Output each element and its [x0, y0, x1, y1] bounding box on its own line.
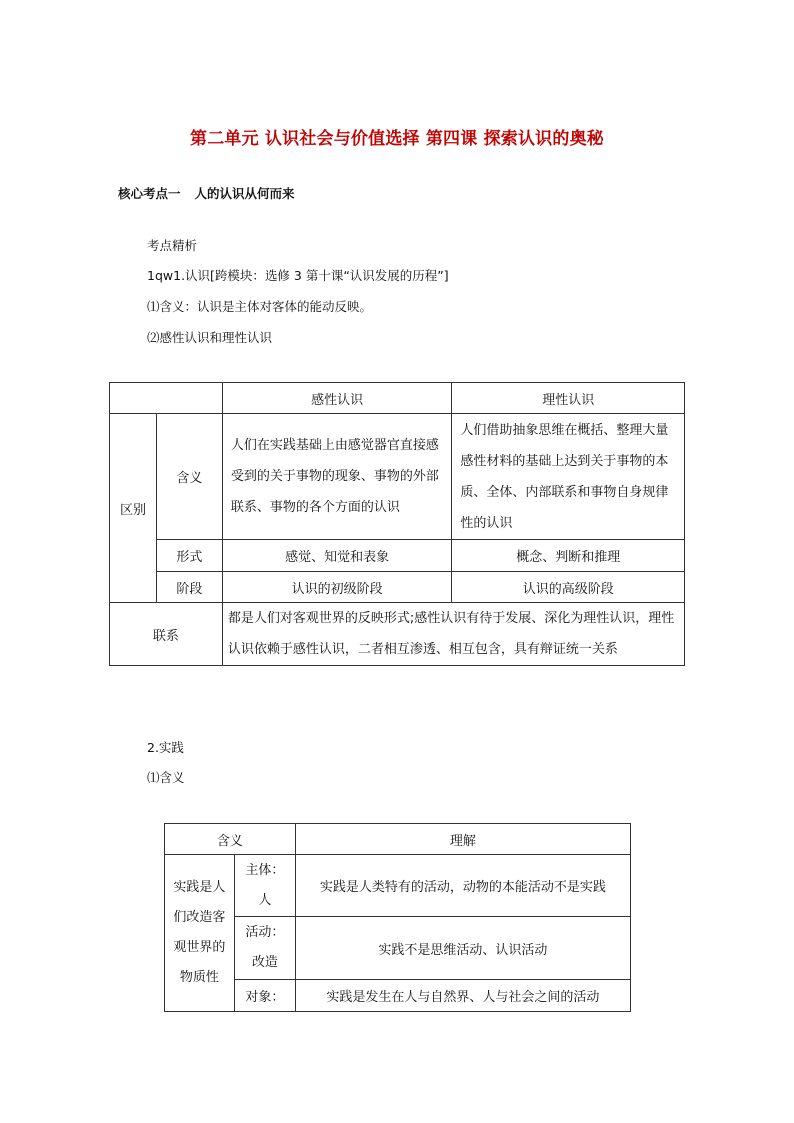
row-label: 联系	[110, 603, 223, 666]
table-cell: 感觉、知觉和表象	[222, 540, 452, 572]
table-cell: 实践不是思维活动、认识活动	[295, 917, 630, 980]
table-header-blank	[110, 383, 223, 414]
row-label: 主体：人	[234, 855, 295, 917]
table-cell: 实践是人类特有的活动，动物的本能活动不是实践	[295, 855, 630, 917]
table-cell: 实践是发生在人与自然界、人与社会之间的活动	[295, 980, 630, 1012]
item-1: 1qw1.认识[跨模块：选修 3 第十课“认识发展的历程”]	[147, 268, 449, 283]
table-header: 含义	[165, 824, 296, 855]
item-2: 2.实践	[147, 740, 184, 755]
table-header: 理性认识	[452, 383, 685, 414]
practice-table	[164, 823, 631, 1012]
table-cell: 概念、判断和推理	[452, 540, 685, 572]
section-heading	[118, 184, 295, 202]
page-title: 第二单元 认识社会与价值选择 第四课 探索认识的奥秘	[190, 129, 604, 149]
row-label: 含义	[156, 414, 222, 540]
row-label: 活动：改造	[234, 917, 295, 980]
item-1-2: ⑵感性认识和理性认识	[147, 330, 273, 345]
table-cell: 人们在实践基础上由感觉器官直接感受到的关于事物的现象、事物的外部联系、事物的各个方面的认识	[222, 414, 452, 540]
row-label: 对象：	[234, 980, 295, 1012]
item-2-1: ⑴含义	[147, 770, 185, 785]
row-label: 形式	[156, 540, 222, 572]
table-header: 感性认识	[222, 383, 452, 414]
table-cell: 人们借助抽象思维在概括、整理大量感性材料的基础上达到关于事物的本质、全体、内部联系和事物自身规律性的认识	[452, 414, 685, 540]
table-cell: 都是人们对客观世界的反映形式;感性认识有待于发展、深化为理性认识，理性认识依赖于感性认识，二者相互渗透、相互包含，具有辩证统一关系	[222, 603, 684, 666]
subheading-kaodian: 考点精析	[147, 238, 198, 253]
table-cell: 认识的初级阶段	[222, 572, 452, 603]
table-cell: 认识的高级阶段	[452, 572, 685, 603]
row-label: 阶段	[156, 572, 222, 603]
row-group-label: 实践是人们改造客观世界的物质性	[165, 855, 235, 1012]
section-heading-prefix: 核心考点一	[118, 186, 181, 201]
comparison-table	[109, 382, 685, 666]
item-1-1: ⑴含义：认识是主体对客体的能动反映。	[147, 299, 373, 314]
section-heading-text: 人的认识从何而来	[194, 186, 295, 201]
row-group-label: 区别	[110, 414, 157, 603]
table-header: 理解	[295, 824, 630, 855]
